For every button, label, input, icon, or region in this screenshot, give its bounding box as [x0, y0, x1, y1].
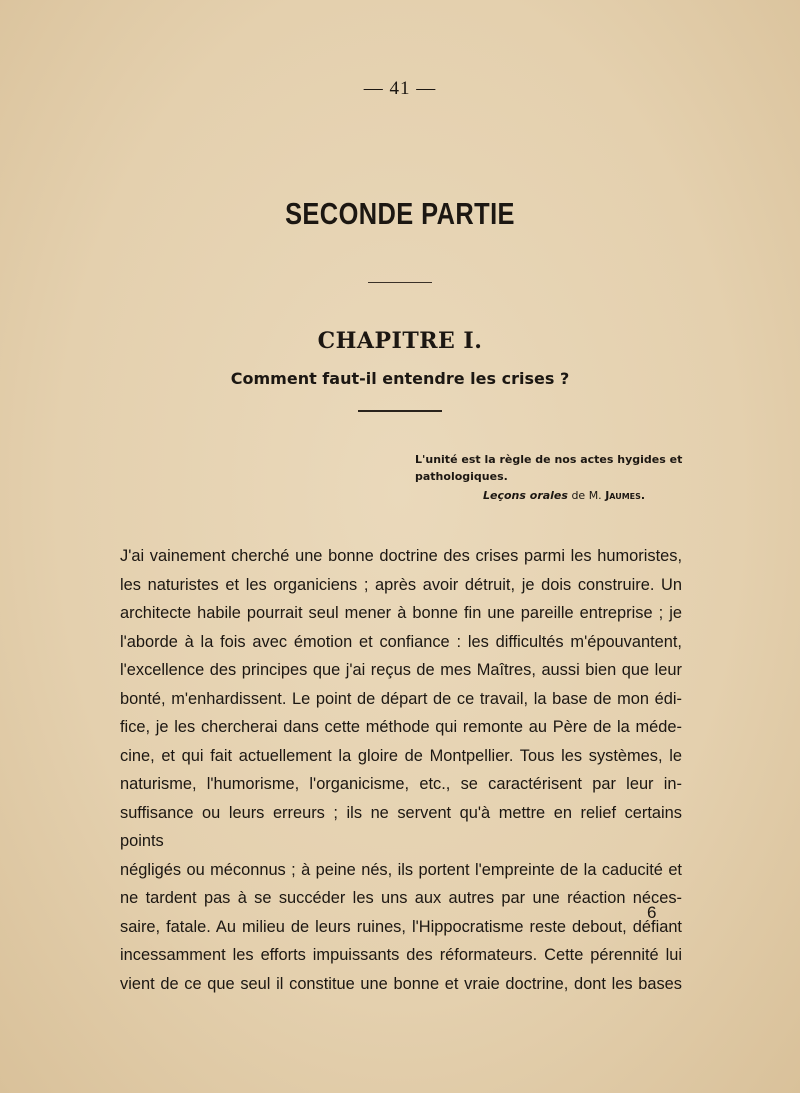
body-line: l'excellence des principes que j'ai reçus de mes Maîtres, aussi bien que leur — [120, 661, 682, 679]
section-divider — [358, 410, 442, 412]
body-line: suffisance ou leurs erreurs ; ils ne servent qu'à mettre en relief certains points — [120, 803, 682, 850]
body-line: vient de ce que seul il constitue une bonne et vraie doctrine, dont les bases — [120, 974, 682, 993]
epigraph-source — [415, 487, 685, 504]
body-line: bonté, m'enhardissent. Le point de départ de ce travail, la base de mon édi- — [120, 689, 682, 708]
body-line: naturisme, l'humorisme, l'organicisme, etc., se caractérisent par leur in- — [120, 775, 682, 793]
body-paragraph — [120, 542, 682, 998]
page-number: — 41 — — [363, 78, 437, 99]
body-line: négligés ou méconnus ; à peine nés, ils portent l'empreinte de la caducité et — [120, 860, 682, 879]
epigraph-connector: de M. — [567, 489, 606, 502]
body-line: saire, fatale. Au milieu de leurs ruines, l'Hippocratisme reste debout, défiant — [120, 917, 682, 936]
chapter-title: CHAPITRE I. — [317, 328, 483, 354]
body-line: ne tardent pas à se succéder les uns aux autres par une réaction néces- — [120, 889, 682, 907]
body-line: J'ai vainement cherché une bonne doctrine des crises parmi les humoristes, — [120, 547, 682, 565]
body-line: les naturistes et les organiciens ; après avoir détruit, je dois construire. Un — [120, 575, 682, 594]
epigraph — [415, 451, 685, 504]
body-line: architecte habile pourrait seul mener à bonne fin une pareille entreprise ; je — [120, 604, 682, 622]
signature-mark: 6 — [647, 903, 657, 922]
epigraph-author: Jaumes. — [605, 489, 646, 502]
part-title: SECONDE PARTIE — [285, 196, 515, 231]
chapter-subtitle: Comment faut-il entendre les crises ? — [230, 369, 570, 388]
body-line: incessamment les efforts impuissants des réformateurs. Cette pérennité lui — [120, 946, 682, 964]
body-line: l'aborde à la fois avec émotion et confiance : les difficultés m'épouvantent, — [120, 632, 682, 651]
body-line: cine, et qui fait actuellement la gloire de Montpellier. Tous les systèmes, le — [120, 746, 682, 765]
body-line: fice, je les chercherai dans cette méthode qui remonte au Père de la méde- — [120, 718, 682, 736]
ornamental-rule — [368, 282, 432, 283]
epigraph-work: Leçons orales — [483, 489, 568, 502]
epigraph-text: L'unité est la règle de nos actes hygides et pathologiques. — [415, 453, 683, 483]
